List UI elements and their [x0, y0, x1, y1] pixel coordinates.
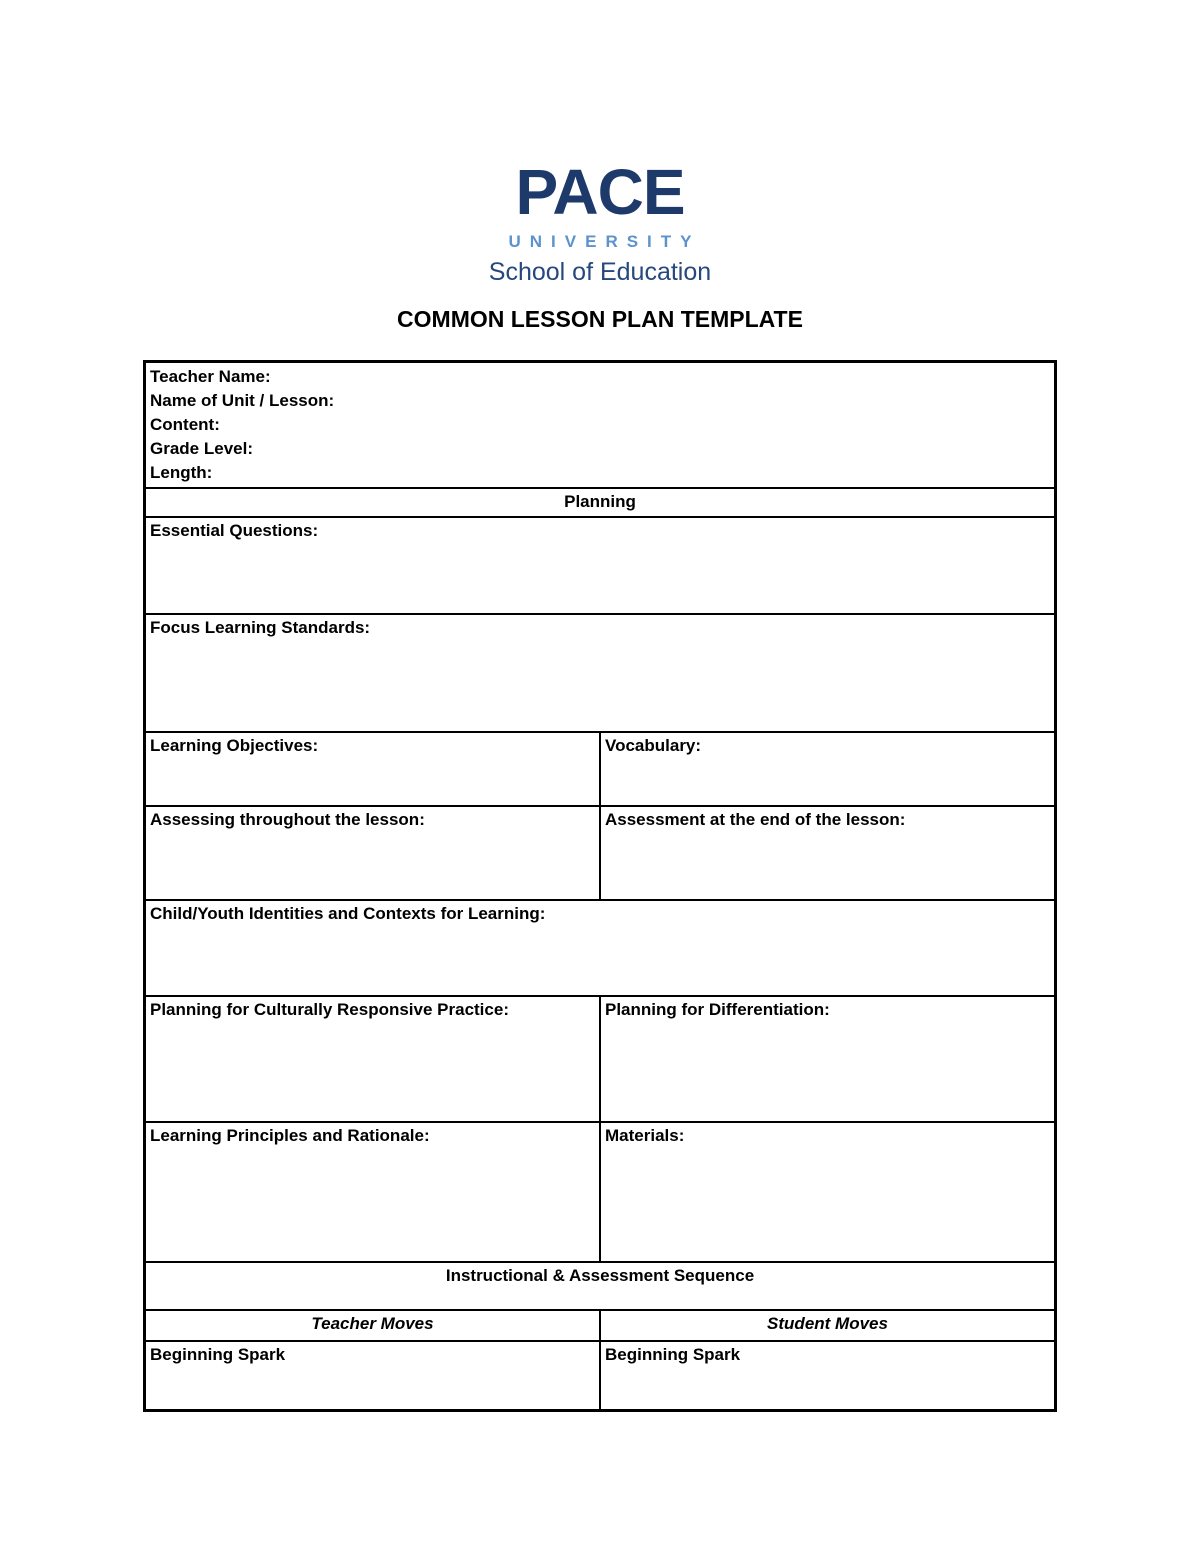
- field-culturally-responsive[interactable]: [145, 996, 601, 1122]
- label-teacher-name: Teacher Name:: [150, 367, 271, 386]
- label-grade-level: Grade Level:: [150, 439, 253, 458]
- field-essential-questions[interactable]: [145, 517, 1056, 614]
- label-length: Length:: [150, 463, 213, 482]
- field-assessment-end[interactable]: [600, 806, 1056, 900]
- field-header-info[interactable]: [145, 362, 1056, 489]
- field-vocabulary[interactable]: [600, 732, 1056, 806]
- table-row: [145, 806, 1056, 900]
- field-beginning-spark-teacher[interactable]: [145, 1341, 601, 1411]
- label-content: Content:: [150, 415, 220, 434]
- table-row: [145, 488, 1056, 517]
- logo-brand-text: PACE: [515, 156, 685, 228]
- label-essential-questions: Essential Questions:: [150, 520, 319, 540]
- label-beginning-spark-teacher: Beginning Spark: [150, 1344, 286, 1364]
- table-row: [145, 1341, 1056, 1411]
- table-row: [145, 1262, 1056, 1310]
- logo-university-text: UNIVERSITY: [508, 232, 701, 251]
- page-title: COMMON LESSON PLAN TEMPLATE: [397, 306, 803, 332]
- label-learning-objectives: Learning Objectives:: [150, 735, 319, 755]
- field-assessing-throughout[interactable]: [145, 806, 601, 900]
- section-header-sequence: Instructional & Assessment Sequence: [145, 1262, 1056, 1310]
- label-assessing-throughout: Assessing throughout the lesson:: [150, 809, 425, 829]
- logo-school-text: School of Education: [488, 258, 712, 286]
- field-beginning-spark-student[interactable]: [600, 1341, 1056, 1411]
- field-materials[interactable]: [600, 1122, 1056, 1262]
- table-row: [145, 900, 1056, 996]
- label-focus-learning-standards: Focus Learning Standards:: [150, 617, 371, 637]
- label-unit-lesson-name: Name of Unit / Lesson:: [150, 391, 335, 410]
- lesson-plan-table: [143, 360, 1057, 1412]
- section-header-planning: Planning: [145, 488, 1056, 517]
- field-child-youth-identities[interactable]: [145, 900, 1056, 996]
- label-beginning-spark-student: Beginning Spark: [605, 1344, 741, 1364]
- label-learning-principles: Learning Principles and Rationale:: [150, 1125, 430, 1145]
- table-row: [145, 1122, 1056, 1262]
- table-row: [145, 362, 1056, 489]
- label-assessment-end: Assessment at the end of the lesson:: [605, 809, 906, 829]
- pace-university-logo: [0, 156, 1200, 286]
- field-focus-learning-standards[interactable]: [145, 614, 1056, 732]
- table-row: [145, 614, 1056, 732]
- field-learning-principles[interactable]: [145, 1122, 601, 1262]
- column-header-teacher-moves: Teacher Moves: [145, 1310, 601, 1341]
- column-header-student-moves: Student Moves: [600, 1310, 1056, 1341]
- table-row: [145, 517, 1056, 614]
- table-row: [145, 1310, 1056, 1341]
- label-child-youth-identities: Child/Youth Identities and Contexts for Learning:: [150, 903, 546, 923]
- table-row: [145, 732, 1056, 806]
- label-differentiation: Planning for Differentiation:: [605, 999, 830, 1019]
- label-culturally-responsive: Planning for Culturally Responsive Practice:: [150, 999, 509, 1019]
- label-vocabulary: Vocabulary:: [605, 735, 702, 755]
- field-learning-objectives[interactable]: [145, 732, 601, 806]
- table-row: [145, 996, 1056, 1122]
- field-differentiation[interactable]: [600, 996, 1056, 1122]
- label-materials: Materials:: [605, 1125, 685, 1145]
